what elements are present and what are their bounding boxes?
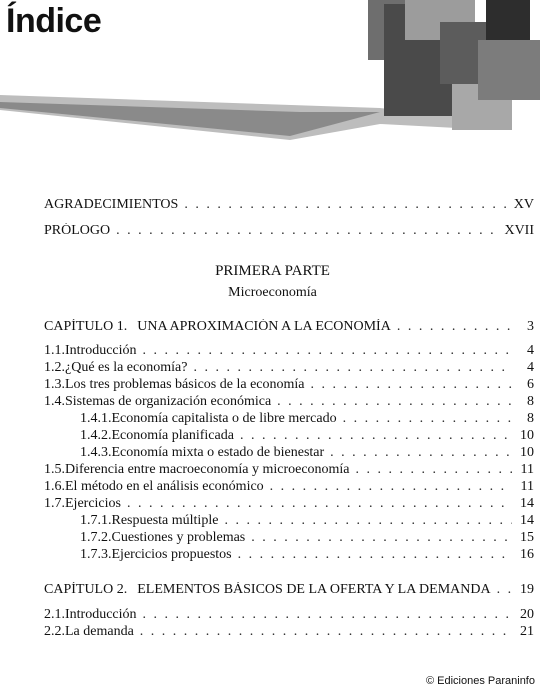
section-page: 4	[527, 343, 534, 358]
part-title: PRIMERA PARTE	[215, 263, 330, 279]
subsection-page: 14	[520, 513, 534, 528]
section-number: 1.1.	[44, 343, 65, 358]
section-number: 1.5.	[44, 462, 65, 477]
toc-section[interactable]	[44, 394, 534, 410]
chapter-heading[interactable]	[44, 319, 534, 335]
toc-entry[interactable]	[44, 223, 534, 239]
leader-dots	[270, 479, 512, 495]
leader-dots	[116, 223, 498, 239]
section-label: Introducción	[65, 607, 137, 622]
part-subtitle: Microeconomía	[228, 285, 317, 300]
chapter-number: CAPÍTULO 2.	[44, 582, 128, 597]
section-number: 1.6.	[44, 479, 65, 494]
toc-subsection[interactable]	[80, 530, 534, 546]
subsection-page: 10	[520, 428, 534, 443]
leader-dots	[127, 496, 512, 512]
section-page: 11	[520, 462, 534, 477]
toc-section[interactable]	[44, 479, 534, 495]
subsection-label: Cuestiones y problemas	[111, 530, 246, 545]
section-label: Sistemas de organización económica	[65, 394, 272, 409]
leader-dots	[238, 547, 512, 563]
section-number: 1.3.	[44, 377, 65, 392]
toc-section[interactable]	[44, 377, 534, 393]
subsection-label: Economía mixta o estado de bienestar	[111, 445, 325, 460]
toc-entry-label: PRÓLOGO	[44, 223, 111, 238]
toc-subsection[interactable]	[80, 428, 534, 444]
toc-section[interactable]	[44, 360, 534, 376]
leader-dots	[356, 462, 512, 478]
toc-entry-page: XV	[513, 197, 534, 212]
section-page: 11	[520, 479, 534, 494]
subsection-number: 1.4.3.	[80, 445, 112, 460]
leader-dots	[140, 624, 512, 640]
subsection-label: Economía planificada	[111, 428, 234, 443]
leader-dots	[277, 394, 512, 410]
toc-section[interactable]	[44, 607, 534, 623]
toc-subsection[interactable]	[80, 547, 534, 563]
section-number: 2.2.	[44, 624, 65, 639]
subsection-number: 1.4.1.	[80, 411, 112, 426]
section-label: Los tres problemas básicos de la economía	[65, 377, 305, 392]
section-label: La demanda	[65, 624, 134, 639]
section-label: Diferencia entre macroeconomía y microeconomía	[65, 462, 350, 477]
section-number: 1.4.	[44, 394, 65, 409]
subsection-number: 1.7.3.	[80, 547, 112, 562]
section-page: 8	[527, 394, 534, 409]
toc-entry-page: XVII	[504, 223, 534, 238]
leader-dots	[497, 582, 512, 598]
section-page: 14	[520, 496, 534, 511]
section-label: ¿Qué es la economía?	[65, 360, 188, 375]
subsection-number: 1.7.1.	[80, 513, 112, 528]
section-number: 1.2.	[44, 360, 65, 375]
subsection-page: 16	[520, 547, 534, 562]
toc-section[interactable]	[44, 343, 534, 359]
section-page: 6	[527, 377, 534, 392]
leader-dots	[343, 411, 512, 427]
leader-dots	[143, 343, 512, 359]
section-page: 20	[520, 607, 534, 622]
subsection-page: 15	[520, 530, 534, 545]
toc-subsection[interactable]	[80, 411, 534, 427]
chapter-page: 3	[527, 319, 534, 334]
leader-dots	[397, 319, 512, 335]
subsection-page: 10	[520, 445, 534, 460]
leader-dots	[310, 377, 512, 393]
leader-dots	[143, 607, 512, 623]
section-number: 2.1.	[44, 607, 65, 622]
chapter-page: 19	[520, 582, 534, 597]
section-label: Introducción	[65, 343, 137, 358]
publisher-credit: © Ediciones Paraninfo	[425, 675, 535, 687]
toc-entry-label: AGRADECIMIENTOS	[44, 197, 179, 212]
page-title: Índice	[6, 2, 102, 40]
leader-dots	[240, 428, 512, 444]
section-page: 4	[527, 360, 534, 375]
chapter-title: ELEMENTOS BÁSICOS DE LA OFERTA Y LA DEMANDA	[137, 582, 491, 597]
subsection-label: Ejercicios propuestos	[111, 547, 232, 562]
chapter-title: UNA APROXIMACIÓN A LA ECONOMÍA	[137, 319, 391, 334]
leader-dots	[184, 197, 507, 213]
chapter-heading[interactable]	[44, 582, 534, 598]
subsection-label: Respuesta múltiple	[111, 513, 219, 528]
section-page: 21	[520, 624, 534, 639]
section-label: El método en el análisis económico	[65, 479, 264, 494]
leader-dots	[330, 445, 512, 461]
leader-dots	[224, 513, 512, 529]
toc-subsection[interactable]	[80, 513, 534, 529]
toc-entry[interactable]	[44, 197, 534, 213]
subsection-label: Economía capitalista o de libre mercado	[111, 411, 337, 426]
toc-section[interactable]	[44, 496, 534, 512]
toc-section[interactable]	[44, 462, 534, 478]
subsection-number: 1.7.2.	[80, 530, 112, 545]
leader-dots	[193, 360, 512, 376]
toc-section[interactable]	[44, 624, 534, 640]
subsection-number: 1.4.2.	[80, 428, 112, 443]
toc-subsection[interactable]	[80, 445, 534, 461]
section-label: Ejercicios	[65, 496, 121, 511]
leader-dots	[251, 530, 512, 546]
chapter-number: CAPÍTULO 1.	[44, 319, 128, 334]
subsection-page: 8	[527, 411, 534, 426]
section-number: 1.7.	[44, 496, 65, 511]
